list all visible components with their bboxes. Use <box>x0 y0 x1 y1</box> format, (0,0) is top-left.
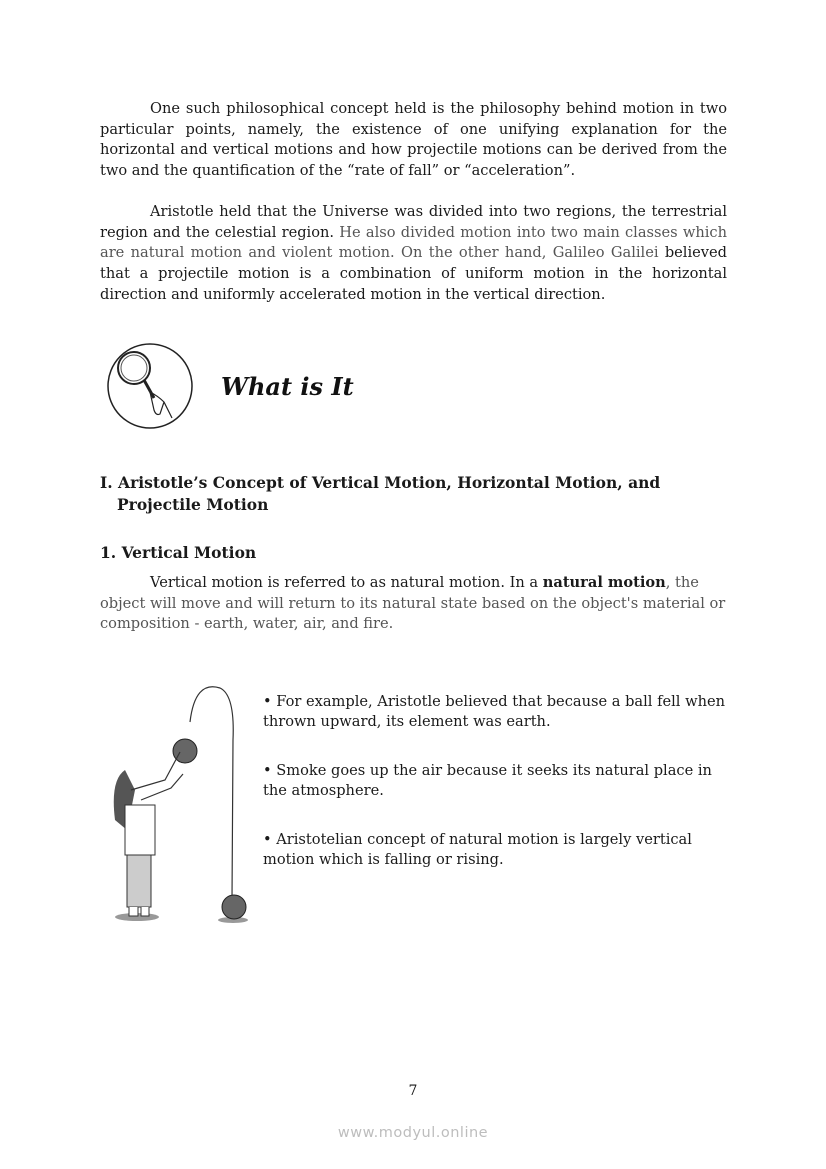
vertical-motion-paragraph <box>100 573 740 635</box>
main-heading-line2: Projectile Motion <box>117 495 269 514</box>
magnifying-glass-icon <box>106 340 194 432</box>
intro-paragraph <box>100 99 727 182</box>
vm-bold-term: natural motion <box>542 574 666 591</box>
aristotle-paragraph <box>100 202 727 306</box>
vm-text-2: , the object will move and will return to its natural state based on the object's material or composition - earth, water, air, and fire. <box>100 574 726 633</box>
girl-throwing-ball-illustration <box>105 680 265 930</box>
subheading-vertical-motion: 1. Vertical Motion <box>100 543 257 562</box>
page-number: 7 <box>408 1083 418 1099</box>
aristotle-paragraph-text-1: Aristotle held that the Universe was divided into two regions, the terrestrial region and the celestial region. <box>100 203 727 241</box>
main-heading <box>100 472 740 516</box>
aristotle-paragraph-text-3: believed that a projectile motion is a combination of uniform motion in the horizontal direction and uniformly accelerated motion in the vertical direction. <box>100 244 727 303</box>
vm-text-1: Vertical motion is referred to as natural motion. In a <box>150 574 543 591</box>
aristotle-paragraph-text-2: He also divided motion into two main classes which are natural motion and violent motion. On the other hand, Galileo Galilei <box>100 223 727 262</box>
intro-paragraph-text: One such philosophical concept held is the philosophy behind motion in two particular points, namely, the existence of one unifying explanation for the horizontal and vertical motions and how projectile motions can be derived from the two and the quantification of the “rate of fall” or “acceleration”. <box>100 100 727 180</box>
list-item: • Aristotelian concept of natural motion is largely vertical motion which is falling or rising. <box>263 831 692 868</box>
watermark: www.modyul.online <box>337 1125 489 1141</box>
list-item: • Smoke goes up the air because it seeks its natural place in the atmosphere. <box>263 762 712 799</box>
main-heading-line1: I. Aristotle’s Concept of Vertical Motion, Horizontal Motion, and <box>100 473 661 492</box>
examples-list <box>263 692 733 899</box>
section-title: What is It <box>221 372 354 401</box>
list-item: • For example, Aristotle believed that because a ball fell when thrown upward, its element was earth. <box>263 693 726 730</box>
